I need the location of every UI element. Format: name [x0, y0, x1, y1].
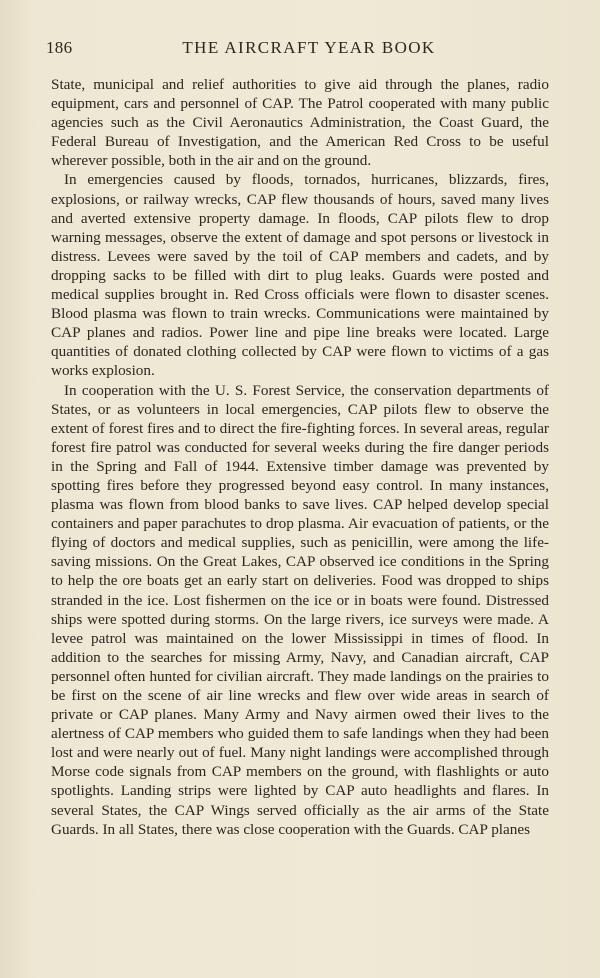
paragraph-forest-service: In cooperation with the U. S. Forest Service, the conservation departments of States, or as volunteers in local emergencies, CAP pilots flew to observe the extent of forest fires and to direct the fire-fighting forces. In several areas, regular forest fire patrol was conducted for several weeks during the fire danger periods in the Spring and Fall of 1944. Extensive timber damage was prevented by spotting fires before they progressed beyond easy control. In many instances, plasma was flown from blood banks to save lives. CAP helped develop special containers and paper parachutes to drop plasma. Air evacuation of patients, or the flying of doctors and medical supplies, such as penicillin, were among the life-saving missions. On the Great Lakes, CAP observed ice conditions in the Spring to help the ore boats get an early start on deliveries. Food was dropped to ships stranded in the ice. Lost fishermen on the ice or in boats were found. Distressed ships were spotted during storms. On the large rivers, ice surveys were made. A levee patrol was maintained on the lower Mississippi in times of flood. In addition to the searches for missing Army, Navy, and Canadian aircraft, CAP personnel often hunted for civilian aircraft. They made landings on the prairies to be first on the scene of air line wrecks and flew over wide areas in search of private or CAP planes. Many Army and Navy airmen owed their lives to the alertness of CAP members who guided them to safe landings when they had been lost and were nearly out of fuel. Many night landings were accomplished through Morse code signals from CAP members on the ground, with flashlights or auto spotlights. Landing strips were lighted by CAP auto headlights and flares. In several States, the CAP Wings served officially as the air arms of the State Guards. In all States, there was close cooperation with the Guards. CAP planes	[51, 381, 549, 838]
paragraph-emergencies: In emergencies caused by floods, tornados, hurricanes, blizzards, fires, explosions, or railway wrecks, CAP flew thousands of hours, saved many lives and averted extensive property damage. In floods, CAP pilots flew to drop warning messages, observe the extent of damage and spot persons or livestock in distress. Levees were saved by the toil of CAP members and cadets, and by dropping sacks to be filled with dirt to plug leaks. Guards were posted and medical supplies brought in. Red Cross officials were flown to disaster scenes. Blood plasma was flown to train wrecks. Communications were maintained by CAP planes and radios. Power line and pipe line breaks were located. Large quantities of donated clothing collected by CAP were flown to victims of a gas works explosion.	[51, 171, 549, 380]
page-header	[46, 38, 554, 64]
running-head: THE AIRCRAFT YEAR BOOK	[182, 38, 436, 57]
page-number: 186	[46, 38, 73, 57]
body-text	[51, 75, 549, 839]
paragraph-continued: State, municipal and relief authorities to give aid through the planes, radio equipment, cars and personnel of CAP. The Patrol cooperated with many public agencies such as the Civil Aeronautics Administration, the Coast Guard, the Federal Bureau of Investigation, and the American Red Cross to be useful wherever possible, both in the air and on the ground.	[51, 76, 549, 170]
